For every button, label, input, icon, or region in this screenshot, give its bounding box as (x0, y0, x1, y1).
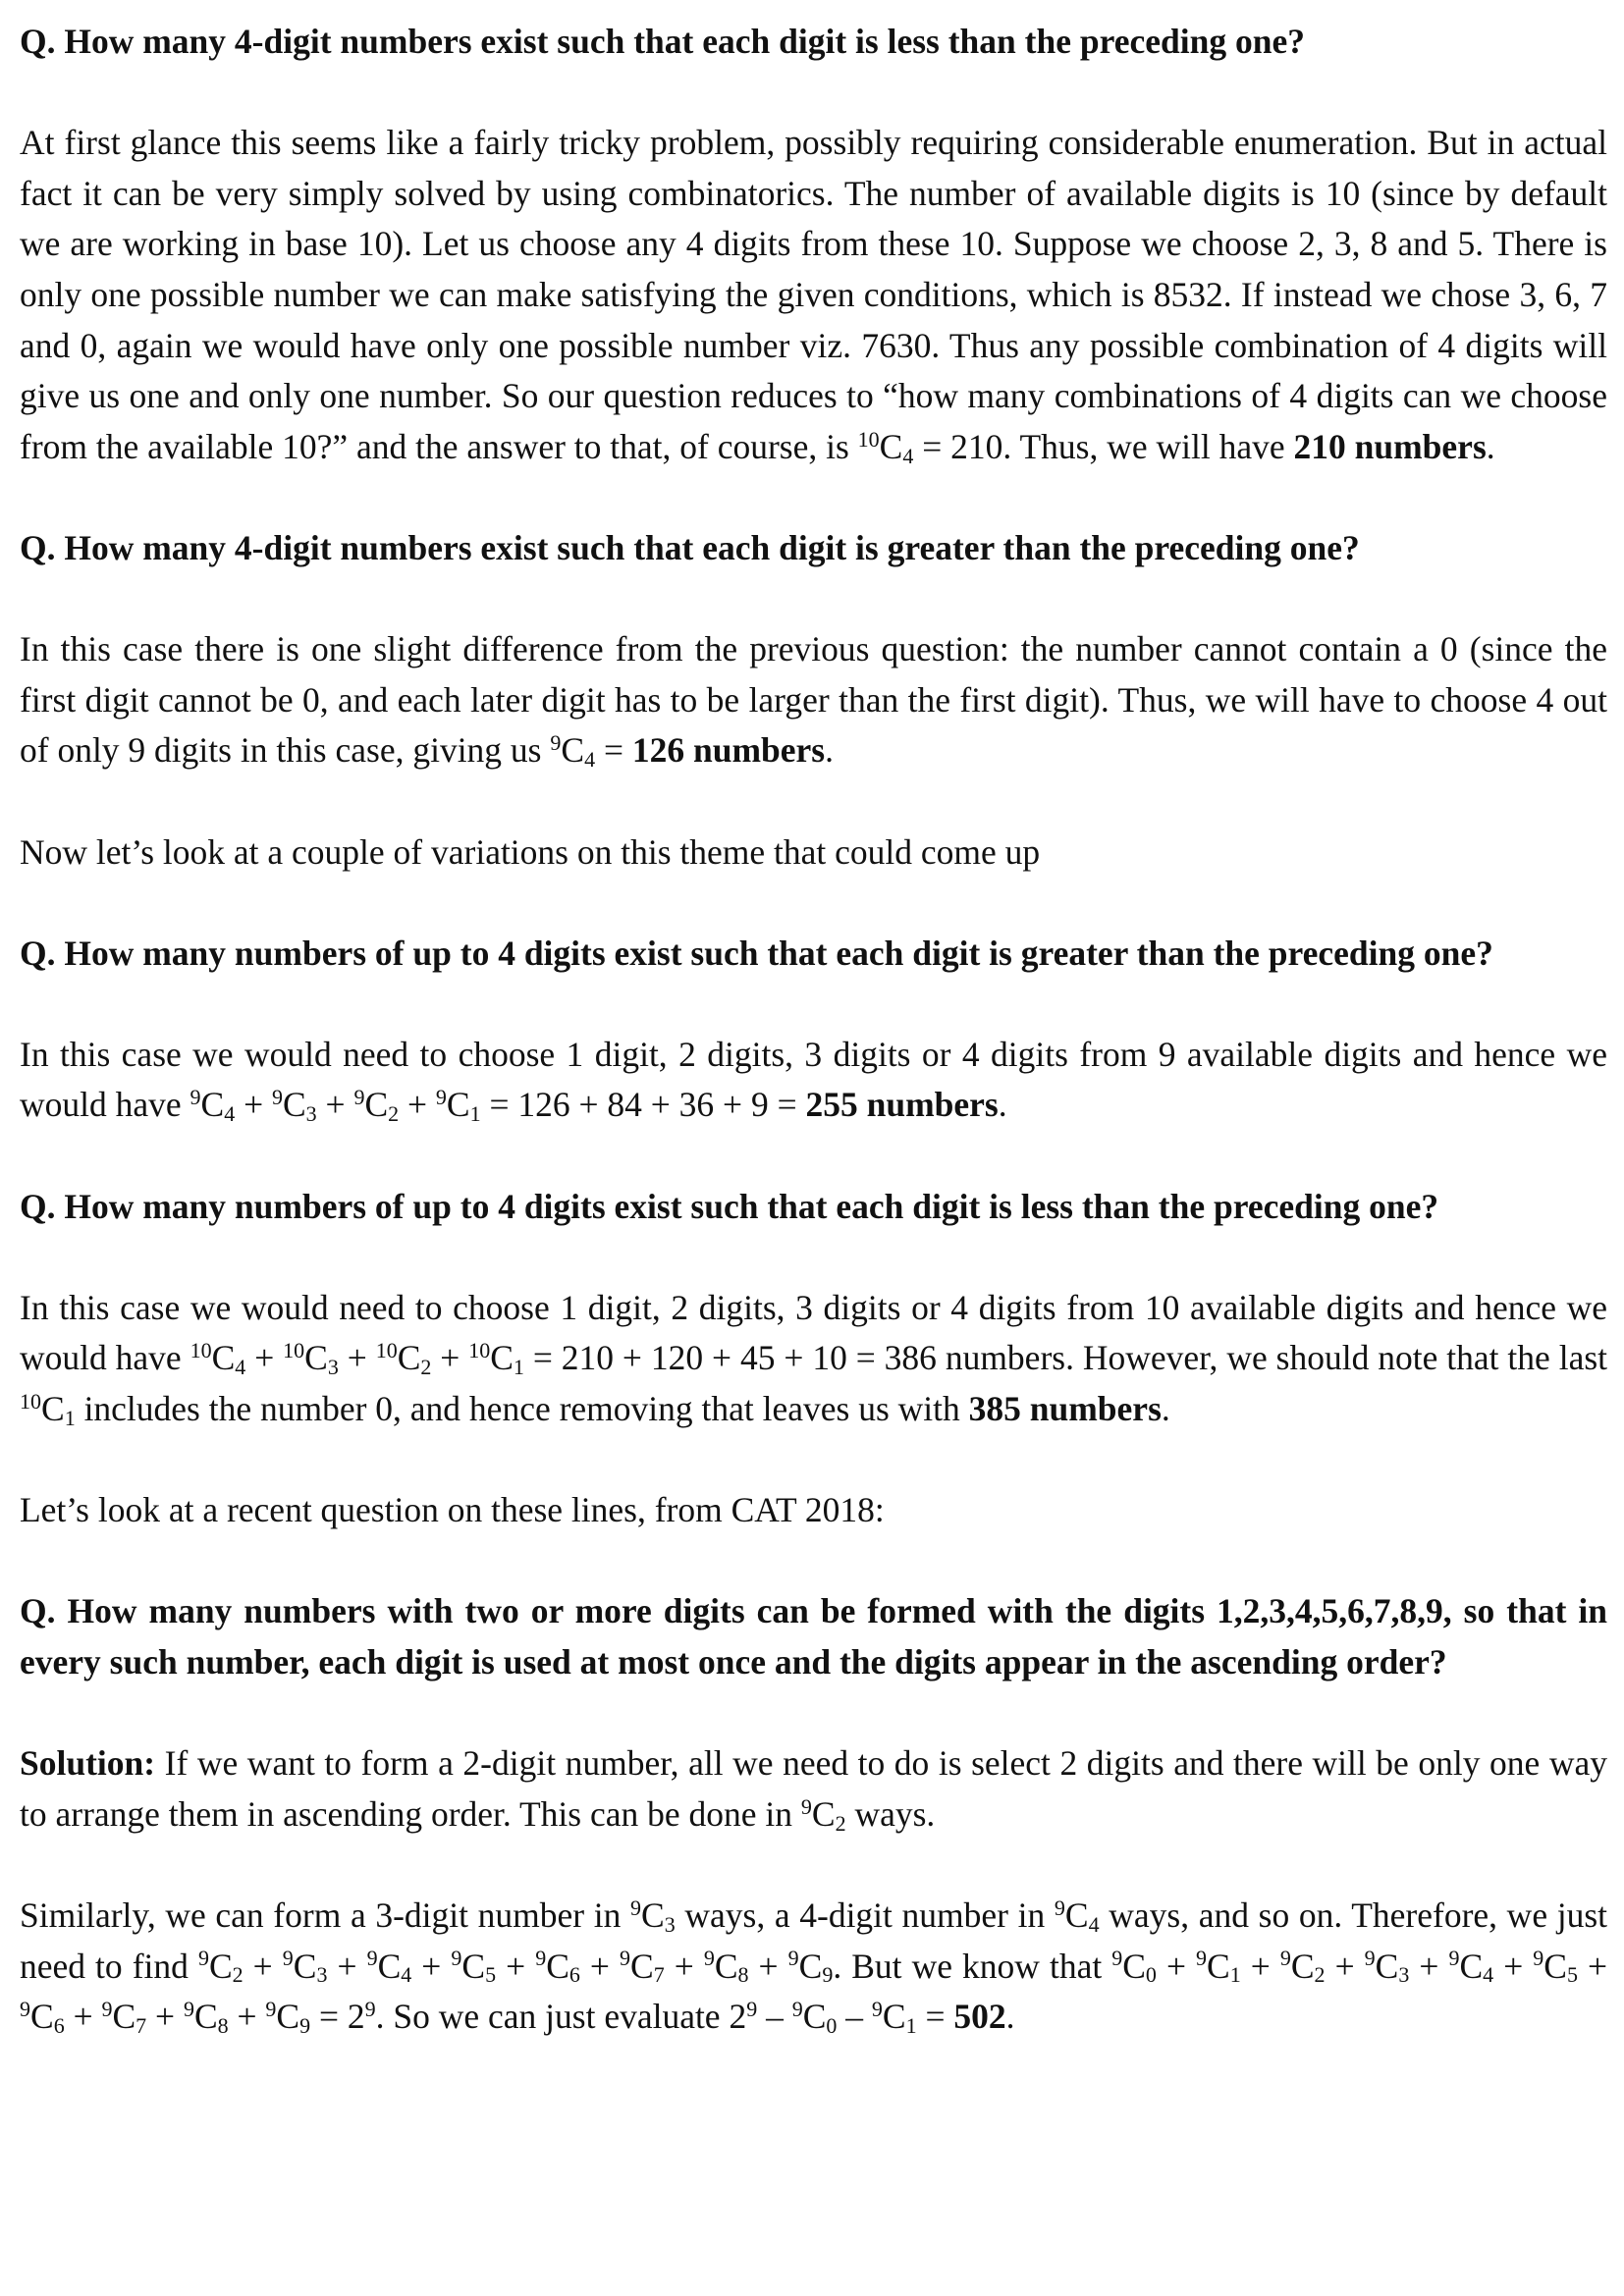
similarly-mid-1: ways, a 4-digit number in (675, 1895, 1055, 1935)
answer-4-text: In this case we would need to choose 1 digit, 2 digits, 3 digits or 4 digits from 10 available digits and hence we would have (20, 1287, 1607, 1378)
solution-label: Solution: (20, 1743, 156, 1784)
answer-4-mid: = 210 + 120 + 45 + 10 = 386 numbers. However, we should note that the last (523, 1338, 1608, 1378)
similarly-text: Similarly, we can form a 3-digit number in (20, 1895, 631, 1935)
answer-2: In this case there is one slight difference from the previous question: the number cannot contain a 0 (since the first digit cannot be 0, and each later digit has to be larger than the first digit). Thus, we will have to choose 4 out of only 9 digits in this case, giving us $^9C_4 = 126$ numbers. (20, 629, 1607, 773)
question-1: Q. How many 4-digit numbers exist such that each digit is less than the preceding one? (20, 22, 1305, 61)
answer-1: At first glance this seems like a fairly tricky problem, possibly requiring considerable enumeration. But in actual fact it can be very simply solved by using combinatorics. The number of available digits is 10 (since by default we are working in base 10). Let us choose any 4 digits from these 10. Suppose we choose 2, 3, 8 and 5. There is only one possible number we can make satisfying the given conditions, which is 8532. If instead we chose 3, 6, 7 and 0, again we would have only one possible number viz. 7630. Thus any possible combination of 4 digits will give us one and only one number. So our question reduces to “how many combinations of 4 digits can we choose from the available 10?” and the answer to that, of course, is $^{10}C_4 = 210$. Thus, we will have 210 numbers. (20, 123, 1607, 468)
question-4: Q. How many numbers of up to 4 digits exist such that each digit is less than the preceding one? (20, 1186, 1439, 1226)
solution-text: If we want to form a 2-digit number, all we need to do is select 2 digits and there will be only one way to arrange them in ascending order. This can be done in (20, 1743, 1607, 1834)
final-result: 502 (953, 1997, 1006, 2037)
question-3: Q. How many numbers of up to 4 digits exist such that each digit is greater than the preceding one? (20, 933, 1493, 973)
answer-3-text: In this case we would need to choose 1 digit, 2 digits, 3 digits or 4 digits from 9 available digits and hence we would have (20, 1034, 1607, 1125)
answer-4-tail: includes the number 0, and hence removing that leaves us with (75, 1389, 969, 1429)
similarly-paragraph: Similarly, we can form a 3-digit number in $^9C_3$ ways, a 4-digit number in $^9C_4$ ways, and so on. Therefore, we just need to find $^9C_2 + ^9C_3 + ^9C_4 + ^9C_5 + ^9C_6 + ^9C_7 + ^9C_8 + ^9C_9$. But we know that $^9C_0 + ^9C_1 + ^9C_2 + ^9C_3 + ^9C_4 + ^9C_5 + ^9C_6 + ^9C_7 + ^9C_8 + ^9C_9 = 2^9$. So we can just evaluate $2^9 - ^9C_0 - ^9C_1 = 502$. (20, 1895, 1608, 2038)
similarly-mid-4: . So we can just evaluate (375, 1997, 730, 2037)
answer-1-text: At first glance this seems like a fairly tricky problem, possibly requiring considerable enumeration. But in actual fact it can be very simply solved by using combinatorics. The number of available digits is 10 (since by default we are working in base 10). Let us choose any 4 digits from these 10. Suppose we choose 2, 3, 8 and 5. There is only one possible number we can make satisfying the given conditions, which is 8532. If instead we chose 3, 6, 7 and 0, again we would have only one possible number viz. 7630. Thus any possible combination of 4 digits will give us one and only one number. So our question reduces to “how many combinations of 4 digits can we choose from the available 10?” and the answer to that, of course, is (20, 123, 1607, 466)
answer-3-tail: = 126 + 84 + 36 + 9 = (480, 1085, 806, 1125)
cat-intro: Let’s look at a recent question on these lines, from CAT 2018: (20, 1490, 885, 1530)
transition-text: Now let’s look at a couple of variations on this theme that could come up (20, 831, 1041, 872)
similarly-mid-3: . But we know that (833, 1946, 1112, 1986)
answer-1-tail: = 210. Thus, we will have (913, 426, 1294, 466)
similarly-mid-2: ways, and so on. Therefore, we just need to find (20, 1895, 1608, 1986)
question-2: Q. How many 4-digit numbers exist such that each digit is greater than the preceding one? (20, 527, 1360, 567)
answer-3-result: 255 numbers (805, 1085, 999, 1125)
answer-4: In this case we would need to choose 1 digit, 2 digits, 3 digits or 4 digits from 10 available digits and hence we would have $^{10}C_4 + ^{10}C_3 + ^{10}C_2 + ^{10}C_1 = 210 + 120 + 45 + 10 = 386$ numbers. However, we should note that the last $^{10}C_1$ includes the number 0, and hence removing that leaves us with 385 numbers. (20, 1287, 1608, 1430)
solution: Solution: If we want to form a 2-digit number, all we need to do is select 2 digits and there will be only one way to arrange them in ascending order. This can be done in $^9C_2$ ways. (20, 1743, 1607, 1836)
answer-2-text: In this case there is one slight difference from the previous question: the number cannot contain a 0 (since the first digit cannot be 0, and each later digit has to be larger than the first digit). Thus, we will have to choose 4 out of only 9 digits in this case, giving us (20, 629, 1607, 771)
answer-3: In this case we would need to choose 1 digit, 2 digits, 3 digits or 4 digits from 9 available digits and hence we would have $^9C_4 + ^9C_3 + ^9C_2 + ^9C_1 = 126 + 84 + 36 + 9 = 255$ numbers. (20, 1034, 1607, 1127)
answer-2-result: 126 numbers (631, 730, 826, 771)
answer-4-result: 385 numbers (968, 1389, 1162, 1429)
answer-1-result: 210 numbers (1293, 426, 1487, 466)
solution-tail: ways. (845, 1793, 936, 1834)
question-5: Q. How many numbers with two or more digits can be formed with the digits 1,2,3,4,5,6,7,8,9, so that in every such number, each digit is used at most once and the digits appear in the ascending order? (20, 1591, 1607, 1682)
